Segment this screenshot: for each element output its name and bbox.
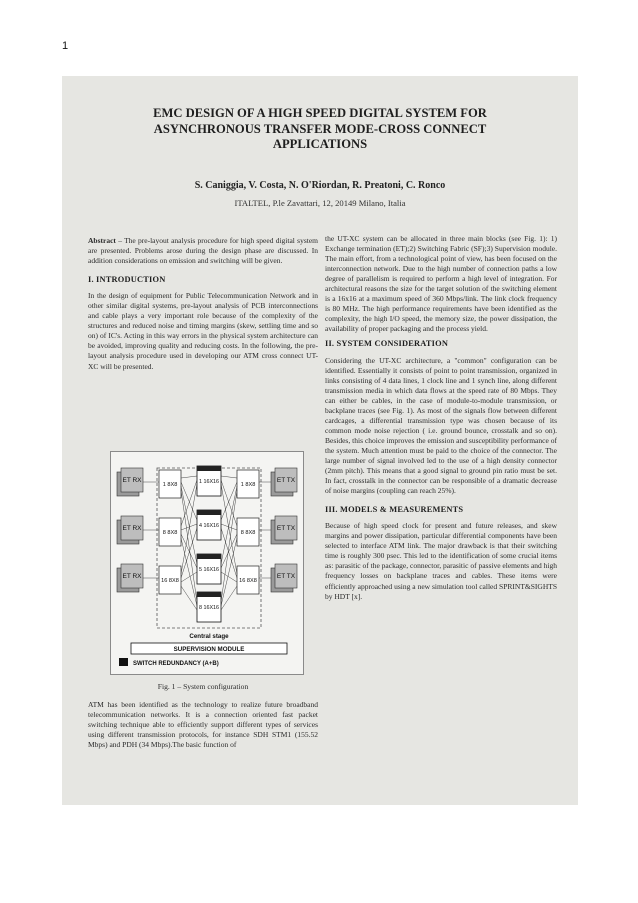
right-column [325, 234, 557, 602]
figure-diagram [111, 452, 303, 674]
abstract-label: Abstract [88, 236, 116, 245]
supervision-module-label: SUPERVISION MODULE [173, 646, 245, 653]
central-module-label: 5 16X16 [198, 567, 220, 573]
authors: S. Caniggia, V. Costa, N. O'Riordan, R. Preatoni, C. Ronco [194, 180, 446, 191]
et-tx-label: ET TX [276, 477, 296, 484]
section-text: In the design of equipment for Public Telecommunication Network and in other similar digital systems, pre-layout analysis of PCB interconnections and cable plays a very important role because of the complexity of the structures and reduced noise and timing margins (skew, settling time and so on) of IC's. Acting in this way errors in the physical system architecture can be avoided, improving quality and reducing costs. In the following, the pre-layout analysis procedure used in developing our ATM cross connect UT-XC will be presented. [88, 291, 318, 371]
et-rx-label: ET RX [122, 525, 142, 532]
title-line: APPLICATIONS [272, 137, 368, 151]
section-text: ATM has been identified as the technology to realize future broadband telecommunication networks. It is a connection oriented fast packet switching technique able to efficiently support different types of services using different transmission protocols, for instance SDH STM1 (155.52 Mbps) and PDH (34 Mbps).The basic function of [88, 700, 318, 750]
section-heading: II. SYSTEM CONSIDERATION [325, 339, 449, 349]
section-heading: I. INTRODUCTION [88, 275, 166, 285]
et-tx-label: ET TX [276, 573, 296, 580]
scanned-page [62, 76, 578, 805]
section-text: Considering the UT-XC architecture, a "common" configuration can be identified. Essentially it consists of point to point transmission, organized in links consisting of 4 data lines, 1 clock line and 1 synch line, along different transmission media in which data flows at the speed rate of 80 Mbps. They can either be cables, in the case of module-to-module transmission, or backplane traces (see Fig. 1). As most of the signals flow between different cardcages, a differential transmission type was chosen because of its common mode noise rejection ( i.e. ground bounce, crosstalk and so on). Besides, this choice improves the emission and susceptibility performance of the system. Much attention must be paid to the choice of the connector. The large number of signal involved led to the use of a high density connector (2mm pitch). This means that a good signal to ground pin ratio must be set. In fact, crosstalk in the connector can be responsible of a dramatic decrease of noise margins (coupling can reach 25%). [325, 355, 557, 496]
system-configuration-figure [110, 451, 304, 675]
section-heading: III. MODELS & MEASUREMENTS [325, 505, 464, 515]
central-modules [197, 466, 221, 622]
page-number: 1 [62, 40, 69, 52]
output-module-label: 16 8X8 [239, 578, 257, 584]
output-module-label: 8 8X8 [240, 530, 256, 536]
affiliation: ITALTEL, P.le Zavattari, 12, 20149 Milano, Italia [234, 198, 406, 208]
central-module-label: 4 16X16 [198, 523, 220, 529]
input-module-label: 1 8X8 [162, 482, 178, 488]
title-line: ASYNCHRONOUS TRANSFER MODE-CROSS CONNECT [153, 121, 487, 136]
et-tx-label: ET TX [276, 525, 296, 532]
et-rx-label: ET RX [122, 477, 142, 484]
legend-label: SWITCH REDUNDANCY (A+B) [133, 661, 219, 667]
output-module-label: 1 8X8 [240, 482, 256, 488]
abstract-text: – The pre-layout analysis procedure for high speed digital system are presented. Problems arose during the design phase are discussed. In addition considerations on emission and switching will be given. [88, 236, 318, 266]
paper-title [102, 106, 538, 153]
left-column-top [88, 236, 318, 372]
input-module-label: 16 8X8 [161, 578, 179, 584]
central-module-label: 1 16X16 [198, 479, 220, 485]
title-line: EMC DESIGN OF A HIGH SPEED DIGITAL SYSTEM FOR [153, 106, 487, 120]
left-column-bottom [88, 700, 318, 750]
figure-caption: Fig. 1 – System configuration [157, 682, 249, 691]
central-stage-label: Central stage [189, 633, 229, 640]
section-text: Because of high speed clock for present and future releases, and skew margins and power dissipation, particular differential components have been selected to interface ATM link. The major drawback is that their switching time is roughly 300 psec. This led to the identification of some crucial items as: parasitic of the package, connector, parasitic of passive elements and high frequency losses on backplane traces and cables. These items were efficiently approached using a new simulation tool called SPRINT&SIGHTS by HDT [x]. [325, 521, 557, 601]
legend-swatch [119, 658, 128, 666]
et-rx-label: ET RX [122, 573, 142, 580]
input-module-label: 8 8X8 [162, 530, 178, 536]
section-text: the UT-XC system can be allocated in three main blocks (see Fig. 1): 1) Exchange termination (ET);2) Switching Fabric (SF);3) Supervision module. The main effort, from a technological point of view, has been focused on the interconnection network. Due to the high number of connection paths a low degree of parallelism is required to perform a high level of integration. For architectural reasons the size for the target solution of the switching element is a 16x16 at a maximum speed of 360 Mbps/link. The link clock frequency is 80 MHz. The high performance requirements have been identified as the complexity, the high I/O speed, the memory size, the power dissipation, the availability of proper packaging and the process yield. [325, 234, 557, 334]
central-module-label: 8 16X16 [198, 605, 220, 611]
abstract [88, 236, 318, 266]
